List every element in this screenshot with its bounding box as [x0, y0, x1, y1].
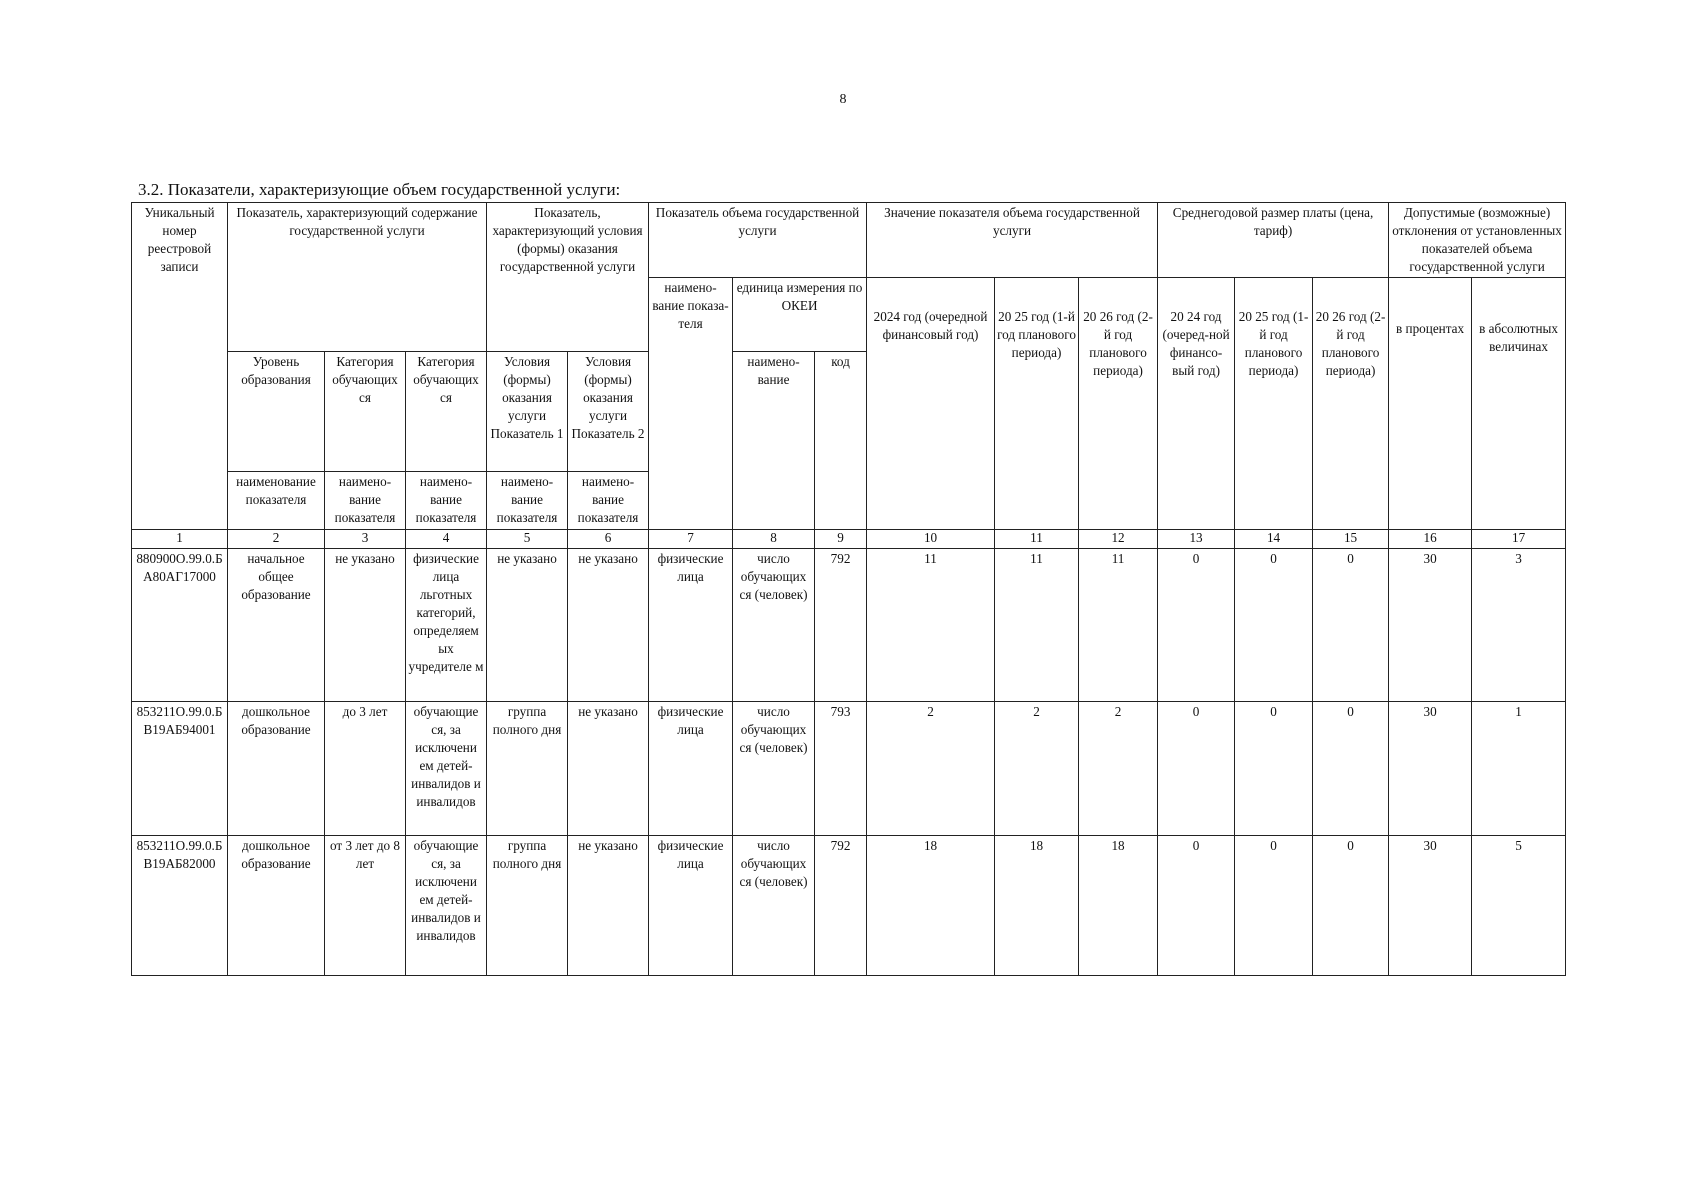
unit-name: число обучающих ся (человек): [733, 836, 815, 976]
column-number: 6: [568, 530, 649, 549]
header-unique-number: Уникальный номер реестровой записи: [132, 203, 228, 530]
fee-2026: 0: [1313, 836, 1389, 976]
condition-2: не указано: [568, 702, 649, 836]
fee-2025: 0: [1235, 702, 1313, 836]
student-category-2: обучающие ся, за исключени ем детей-инвалидов и инвалидов: [406, 702, 487, 836]
header-deviation: Допустимые (возможные) отклонения от установленных показателей объема государственной услуги: [1389, 203, 1566, 278]
header-indicator-name: наимено-вание показателя: [406, 472, 487, 530]
header-condition-1: Условия (формы) оказания услуги Показатель 1: [487, 352, 568, 472]
value-2025: 2: [995, 702, 1079, 836]
header-unit-name: наимено-вание: [733, 352, 815, 530]
column-number: 8: [733, 530, 815, 549]
header-indicator-name: наимено-вание показателя: [487, 472, 568, 530]
student-category: до 3 лет: [325, 702, 406, 836]
header-fee-2026: 20 26 год (2-й год планового периода): [1313, 278, 1389, 530]
condition-2: не указано: [568, 836, 649, 976]
header-in-percent: в процентах: [1389, 278, 1472, 530]
header-content-indicator: Показатель, характеризующий содержание государственной услуги: [228, 203, 487, 352]
registry-number: 880900О.99.0.БА80АГ17000: [132, 549, 228, 702]
condition-1: группа полного дня: [487, 702, 568, 836]
condition-1: группа полного дня: [487, 836, 568, 976]
registry-number: 853211О.99.0.БВ19АБ82000: [132, 836, 228, 976]
column-number: 16: [1389, 530, 1472, 549]
education-level: дошкольное образование: [228, 702, 325, 836]
header-unit-okei: единица измерения по ОКЕИ: [733, 278, 867, 352]
header-unit-code: код: [815, 352, 867, 530]
column-number: 10: [867, 530, 995, 549]
student-category-2: физические лица льготных категорий, определяем ых учредителе м: [406, 549, 487, 702]
column-number: 12: [1079, 530, 1158, 549]
table-row: [132, 549, 1566, 702]
column-number: 17: [1472, 530, 1566, 549]
column-number: 15: [1313, 530, 1389, 549]
header-fee-2024: 20 24 год (очеред-ной финансо-вый год): [1158, 278, 1235, 530]
header-volume-indicator: Показатель объема государственной услуги: [649, 203, 867, 278]
deviation-absolute: 3: [1472, 549, 1566, 702]
value-2025: 11: [995, 549, 1079, 702]
fee-2025: 0: [1235, 836, 1313, 976]
header-student-category-2: Категория обучающих ся: [406, 352, 487, 472]
column-number: 3: [325, 530, 406, 549]
table-row: [132, 702, 1566, 836]
header-year-2024: 2024 год (очередной финансовый год): [867, 278, 995, 530]
value-2024: 11: [867, 549, 995, 702]
column-number: 7: [649, 530, 733, 549]
header-education-level: Уровень образования: [228, 352, 325, 472]
registry-number: 853211О.99.0.БВ19АБ94001: [132, 702, 228, 836]
column-number: 4: [406, 530, 487, 549]
header-volume-value: Значение показателя объема государственной услуги: [867, 203, 1158, 278]
column-number: 9: [815, 530, 867, 549]
table-row: [132, 836, 1566, 976]
header-indicator-name: наимено-вание показателя: [325, 472, 406, 530]
condition-2: не указано: [568, 549, 649, 702]
deviation-absolute: 1: [1472, 702, 1566, 836]
fee-2025: 0: [1235, 549, 1313, 702]
header-avg-fee: Среднегодовой размер платы (цена, тариф): [1158, 203, 1389, 278]
education-level: дошкольное образование: [228, 836, 325, 976]
fee-2024: 0: [1158, 549, 1235, 702]
unit-code: 792: [815, 836, 867, 976]
volume-indicator: физические лица: [649, 836, 733, 976]
header-condition-2: Условия (формы) оказания услуги Показатель 2: [568, 352, 649, 472]
header-volume-indicator-name: наимено-вание показа-теля: [649, 278, 733, 530]
volume-indicator: физические лица: [649, 549, 733, 702]
unit-code: 793: [815, 702, 867, 836]
value-2025: 18: [995, 836, 1079, 976]
header-year-2026: 20 26 год (2-й год планового периода): [1079, 278, 1158, 530]
column-number: 14: [1235, 530, 1313, 549]
header-conditions-indicator: Показатель, характеризующий условия (формы) оказания государственной услуги: [487, 203, 649, 352]
column-number: 13: [1158, 530, 1235, 549]
section-title: 3.2. Показатели, характеризующие объем государственной услуги:: [138, 180, 621, 199]
fee-2026: 0: [1313, 702, 1389, 836]
value-2026: 18: [1079, 836, 1158, 976]
header-indicator-name: наименование показателя: [228, 472, 325, 530]
column-number: 5: [487, 530, 568, 549]
student-category-2: обучающие ся, за исключени ем детей-инвалидов и инвалидов: [406, 836, 487, 976]
deviation-percent: 30: [1389, 836, 1472, 976]
value-2026: 11: [1079, 549, 1158, 702]
header-student-category-1: Категория обучающих ся: [325, 352, 406, 472]
page-number: 8: [839, 92, 847, 107]
header-indicator-name: наимено-вание показателя: [568, 472, 649, 530]
value-2026: 2: [1079, 702, 1158, 836]
student-category: не указано: [325, 549, 406, 702]
value-2024: 2: [867, 702, 995, 836]
column-number: 1: [132, 530, 228, 549]
education-level: начальное общее образование: [228, 549, 325, 702]
column-number: 2: [228, 530, 325, 549]
header-year-2025: 20 25 год (1-й год планового периода): [995, 278, 1079, 530]
fee-2026: 0: [1313, 549, 1389, 702]
header-in-absolute: в абсолютных величинах: [1472, 278, 1566, 530]
condition-1: не указано: [487, 549, 568, 702]
header-fee-2025: 20 25 год (1-й год планового периода): [1235, 278, 1313, 530]
fee-2024: 0: [1158, 702, 1235, 836]
volume-indicator: физические лица: [649, 702, 733, 836]
column-number-row: [132, 530, 1566, 549]
unit-code: 792: [815, 549, 867, 702]
student-category: от 3 лет до 8 лет: [325, 836, 406, 976]
volume-indicators-table: [131, 202, 1566, 976]
unit-name: число обучающих ся (человек): [733, 702, 815, 836]
unit-name: число обучающих ся (человек): [733, 549, 815, 702]
column-number: 11: [995, 530, 1079, 549]
deviation-absolute: 5: [1472, 836, 1566, 976]
fee-2024: 0: [1158, 836, 1235, 976]
value-2024: 18: [867, 836, 995, 976]
deviation-percent: 30: [1389, 549, 1472, 702]
deviation-percent: 30: [1389, 702, 1472, 836]
